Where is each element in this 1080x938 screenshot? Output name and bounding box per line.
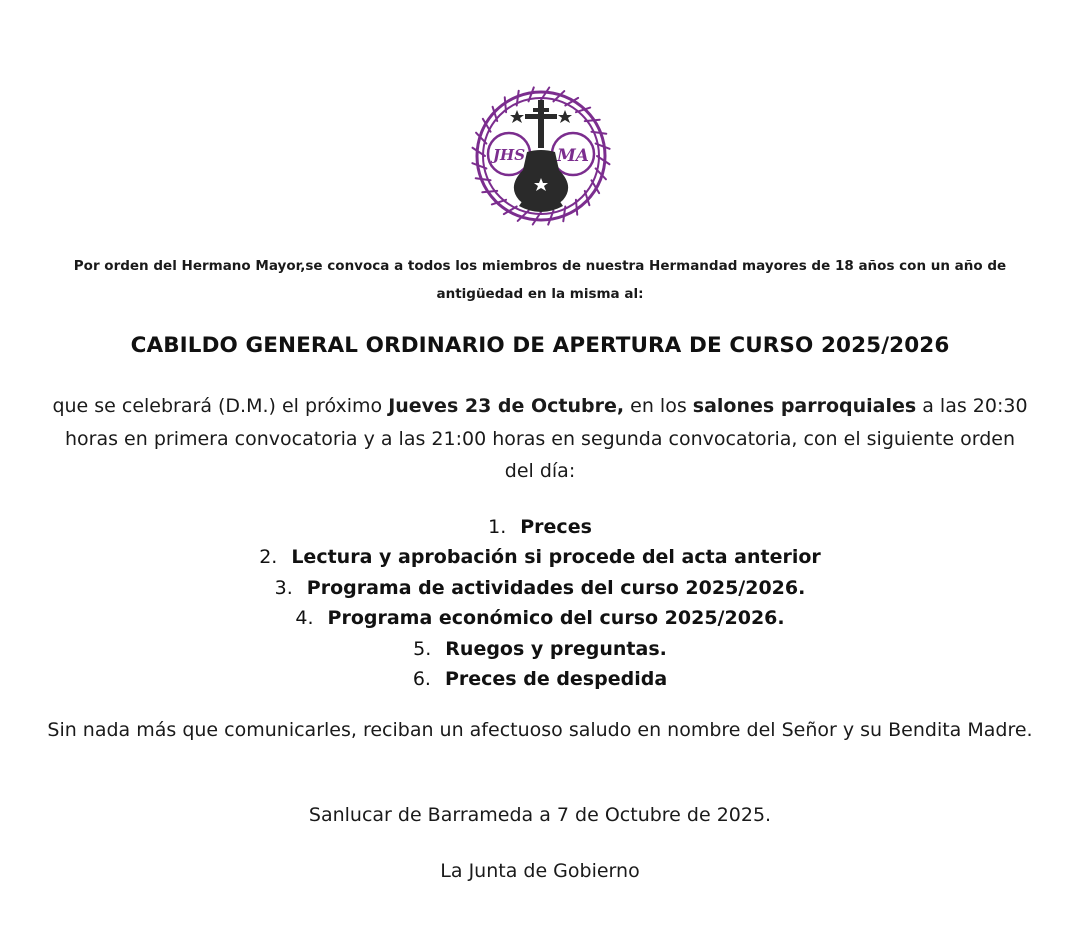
agenda-text: Lectura y aprobación si procede del acta anterior (291, 546, 821, 569)
agenda-number: 5. (413, 637, 432, 660)
agenda-text: Ruegos y preguntas. (445, 637, 667, 660)
agenda-text: Preces (520, 516, 592, 538)
agenda-item (0, 512, 1080, 542)
brotherhood-emblem (467, 82, 615, 230)
marian-monogram: MA (556, 146, 590, 166)
agenda-item (0, 664, 1080, 694)
agenda-number: 4. (295, 607, 314, 630)
meeting-date: Jueves 23 de Octubre, (388, 395, 625, 417)
agenda-number: 6. (412, 668, 431, 691)
agenda-text: Programa de actividades del curso 2025/2026. (306, 576, 806, 599)
agenda-item (0, 573, 1080, 603)
place-and-date: Sanlucar de Barrameda a 7 de Octubre de 2025. (308, 804, 772, 826)
agenda-number: 2. (259, 546, 278, 569)
agenda-item (0, 634, 1080, 664)
convocation-body (50, 390, 1030, 488)
convocation-intro: Por orden del Hermano Mayor,se convoca a todos los miembros de nuestra Hermandad mayores de 18 años con un año de antigüedad en la misma al: (73, 258, 1007, 302)
agenda-text: Preces de despedida (444, 668, 668, 691)
jhs-monogram: JHS (492, 146, 526, 164)
body-text-part1: que se celebrará (D.M.) el próximo (52, 395, 389, 417)
agenda-number: 1. (488, 516, 507, 538)
agenda-number: 3. (274, 576, 293, 599)
agenda-item (0, 542, 1080, 572)
body-text-part2: en los (624, 395, 693, 417)
agenda-item (0, 603, 1080, 633)
closing-greeting: Sin nada más que comunicarles, reciban un afectuoso saludo en nombre del Señor y su Bendita Madre. (47, 719, 1033, 741)
agenda-text: Programa económico del curso 2025/2026. (327, 607, 785, 630)
meeting-place: salones parroquiales (692, 395, 917, 417)
document-title: CABILDO GENERAL ORDINARIO DE APERTURA DE CURSO 2025/2026 (130, 333, 950, 358)
agenda-list (0, 512, 1080, 694)
signature: La Junta de Gobierno (440, 860, 640, 882)
body-text-part3: a las 20:30 horas en primera convocatoria y a las 21:00 horas en segunda convocatoria, con el siguiente orden del día: (65, 395, 1028, 482)
